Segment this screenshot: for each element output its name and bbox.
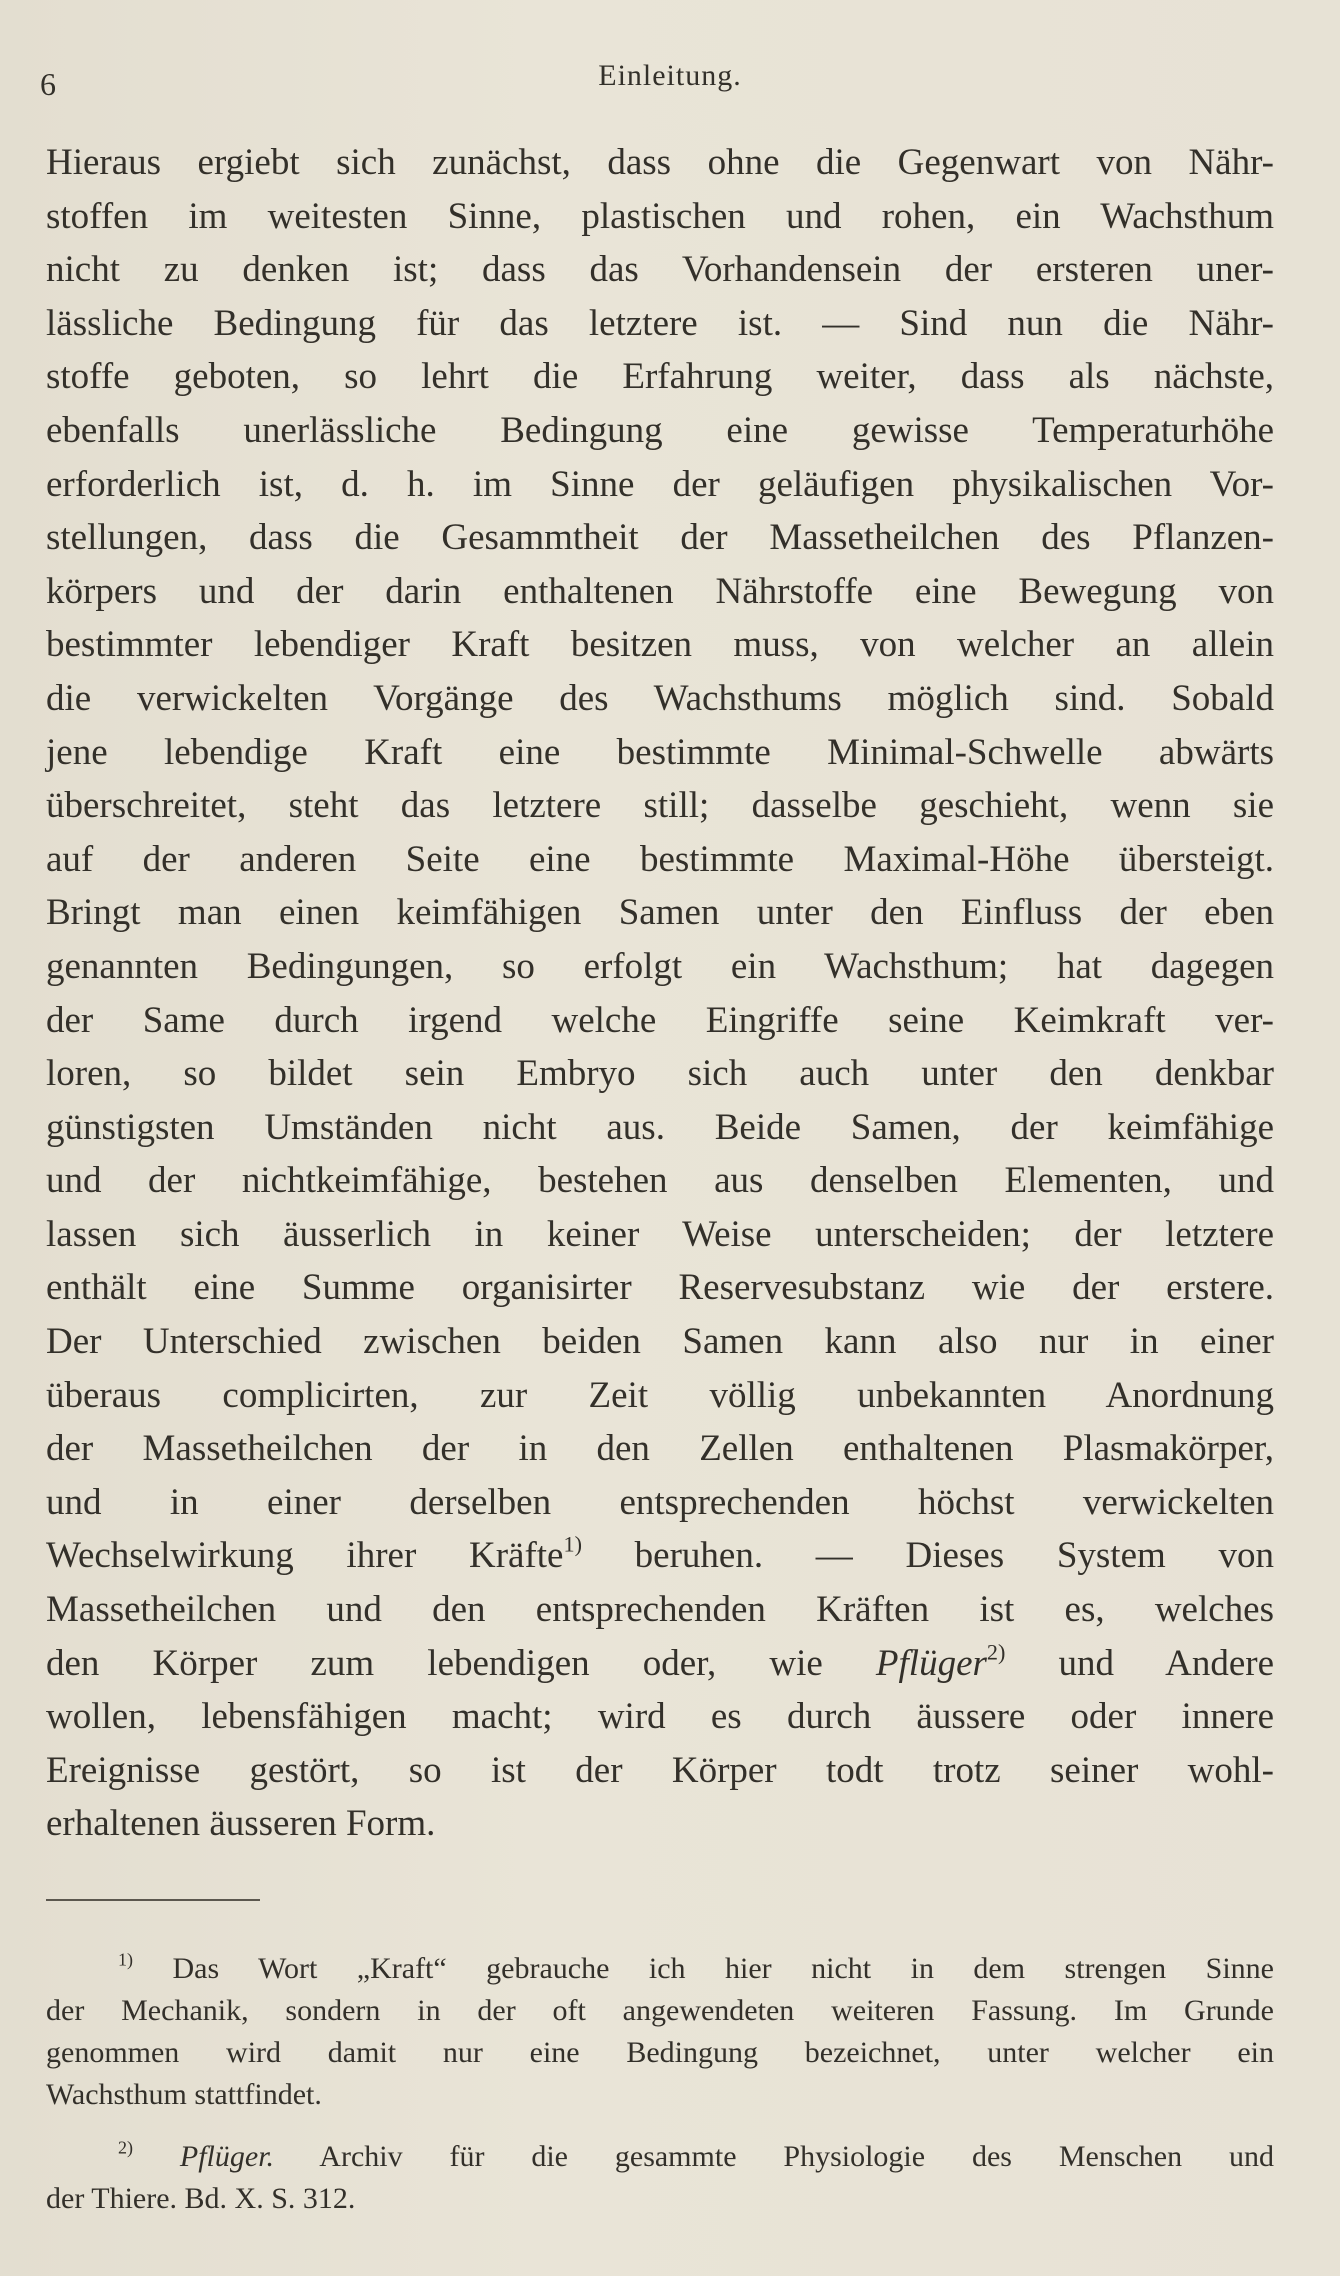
author-name: Pflüger bbox=[875, 1642, 987, 1684]
footnote-text: Archiv für die gesammte Physiologie des Menschen und bbox=[274, 2140, 1275, 2173]
text-line: genannten Bedingungen, so erfolgt ein Wachsthum; hat dagegen bbox=[46, 945, 1274, 987]
text-line: überaus complicirten, zur Zeit völlig unbekannten Anordnung bbox=[46, 1374, 1274, 1416]
text-run: und Andere bbox=[1005, 1642, 1274, 1684]
text-line: der Same durch irgend welche Eingriffe seine Keimkraft ver- bbox=[46, 999, 1274, 1041]
footnote-ref-1[interactable]: 1) bbox=[563, 1531, 582, 1557]
footnote-text: Das Wort „Kraft“ gebrauche ich hier nicht in dem strengen Sinne bbox=[133, 1952, 1274, 1985]
text-line: und in einer derselben entsprechenden höchst verwickelten bbox=[46, 1481, 1274, 1523]
footnote-2 bbox=[46, 2136, 1274, 2178]
text-line: körpers und der darin enthaltenen Nährstoffe eine Bewegung von bbox=[46, 570, 1274, 612]
text-line: lassen sich äusserlich in keiner Weise unterscheiden; der letztere bbox=[46, 1213, 1274, 1255]
text-line: und der nichtkeimfähige, bestehen aus denselben Elementen, und bbox=[46, 1160, 1274, 1202]
footnote-line: Wachsthum stattfindet. bbox=[46, 2078, 322, 2111]
text-line: überschreitet, steht das letztere still; dasselbe geschieht, wenn sie bbox=[46, 785, 1274, 827]
author-name: Pflüger. bbox=[179, 2140, 275, 2173]
text-line: auf der anderen Seite eine bestimmte Maximal-Höhe übersteigt. bbox=[46, 838, 1274, 880]
text-line: nicht zu denken ist; dass das Vorhandensein der ersteren uner- bbox=[46, 249, 1274, 291]
text-line: stoffen im weitesten Sinne, plastischen und rohen, ein Wachsthum bbox=[46, 195, 1274, 237]
text-line: lässliche Bedingung für das letztere ist. — Sind nun die Nähr- bbox=[46, 302, 1274, 344]
text-run: Wechselwirkung ihrer Kräfte bbox=[46, 1535, 564, 1577]
footnote-mark: 1) bbox=[118, 1949, 133, 1970]
footnotes bbox=[46, 1948, 1274, 2220]
text-line bbox=[46, 1529, 1274, 1583]
text-line: Massetheilchen und den entsprechenden Kräften ist es, welches bbox=[46, 1589, 1274, 1631]
text-line: wollen, lebensfähigen macht; wird es durch äussere oder innere bbox=[46, 1696, 1274, 1738]
footnote-ref-2[interactable]: 2) bbox=[986, 1639, 1006, 1665]
text-line: Hieraus ergiebt sich zunächst, dass ohne die Gegenwart von Nähr- bbox=[46, 142, 1274, 183]
text-line bbox=[46, 1637, 1274, 1691]
text-line: Bringt man einen keimfähigen Samen unter den Einfluss der eben bbox=[46, 892, 1274, 934]
text-line: loren, so bildet sein Embryo sich auch unter den denkbar bbox=[46, 1053, 1274, 1095]
text-run: den Körper zum lebendigen oder, wie bbox=[46, 1642, 876, 1684]
text-line: jene lebendige Kraft eine bestimmte Minimal-Schwelle abwärts bbox=[46, 731, 1274, 773]
footnote-gap bbox=[46, 2116, 1274, 2136]
text-line: Der Unterschied zwischen beiden Samen kann also nur in einer bbox=[46, 1321, 1274, 1363]
footnote-line: der Thiere. Bd. X. S. 312. bbox=[46, 2182, 356, 2215]
running-head: Einleitung. bbox=[598, 59, 742, 92]
footnote-mark: 2) bbox=[118, 2137, 133, 2158]
footnote-line: genommen wird damit nur eine Bedingung bezeichnet, unter welcher ein bbox=[46, 2036, 1274, 2069]
text-run: beruhen. — Dieses System von bbox=[581, 1535, 1274, 1577]
text-line: die verwickelten Vorgänge des Wachsthums möglich sind. Sobald bbox=[46, 677, 1274, 719]
text-line: stellungen, dass die Gesammtheit der Massetheilchen des Pflanzen- bbox=[46, 517, 1274, 559]
text-line: bestimmter lebendiger Kraft besitzen muss, von welcher an allein bbox=[46, 624, 1274, 666]
footnote-1 bbox=[46, 1948, 1274, 1990]
text-line: Ereignisse gestört, so ist der Körper todt trotz seiner wohl- bbox=[46, 1749, 1274, 1791]
text-line: erforderlich ist, d. h. im Sinne der geläufigen physikalischen Vor- bbox=[46, 463, 1274, 505]
page-number: 6 bbox=[40, 66, 56, 102]
text-line: der Massetheilchen der in den Zellen enthaltenen Plasmakörper, bbox=[46, 1428, 1274, 1470]
footnote-divider bbox=[46, 1899, 260, 1901]
text-line: erhaltenen äusseren Form. bbox=[46, 1803, 436, 1845]
text-line: günstigsten Umständen nicht aus. Beide Samen, der keimfähige bbox=[46, 1106, 1274, 1148]
text-line: enthält eine Summe organisirter Reservesubstanz wie der erstere. bbox=[46, 1267, 1274, 1309]
text-line: ebenfalls unerlässliche Bedingung eine gewisse Temperaturhöhe bbox=[46, 409, 1274, 451]
text-line: stoffe geboten, so lehrt die Erfahrung weiter, dass als nächste, bbox=[46, 356, 1274, 398]
body-text bbox=[46, 136, 1274, 1851]
footnote-line: der Mechanik, sondern in der oft angewendeten weiteren Fassung. Im Grunde bbox=[46, 1994, 1274, 2027]
